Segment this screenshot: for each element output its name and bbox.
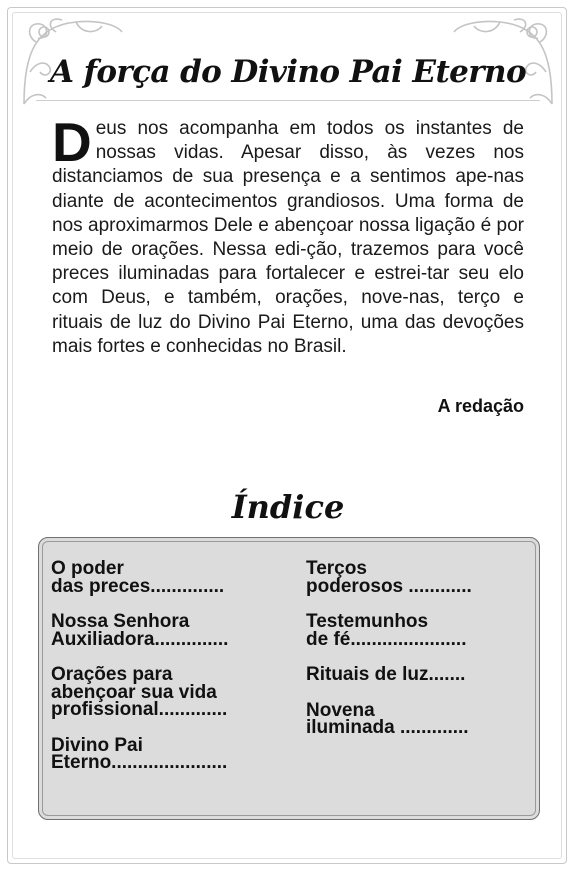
index-item-rituais-de-luz[interactable]: Rituais de luz.......	[306, 664, 466, 685]
index-item-testemunhos-de-fe[interactable]: Testemunhos de fé......................	[306, 611, 467, 650]
index-item-divino-pai-eterno[interactable]: Divino Pai Eterno......................	[51, 734, 228, 773]
page-title: A força do Divino Pai Eterno	[49, 54, 527, 90]
intro-paragraph	[52, 111, 524, 359]
index-heading: Índice	[231, 488, 345, 526]
signature: A redação	[437, 396, 524, 416]
index-item-poder-das-preces[interactable]: O poder das preces..............	[51, 558, 225, 597]
index-item-tercos-poderosos[interactable]: Terços poderosos ............	[306, 558, 472, 597]
drop-cap: D	[52, 111, 92, 173]
index-item-novena-iluminada[interactable]: Novena iluminada .............	[306, 699, 469, 738]
index-column-left	[51, 560, 251, 790]
index-column-right	[306, 560, 506, 755]
intro-text: eus nos acompanha em todos os instantes de nossas vidas. Apesar disso, às vezes nos distanciamos de sua presença e a sentimos ape-nas diante de acontecimentos grandiosos. Uma forma de nos aproximarmos Dele e abençoar nossa ligação é por meio de orações. Nessa edi-ção, trazemos para você preces iluminadas para fortalecer e estrei-tar seu elo com Deus, e também, orações, nove-nas, terço e rituais de luz do Divino Pai Eterno, uma das devoções mais fortes e conhecidas no Brasil.	[52, 118, 524, 357]
title-divider	[36, 100, 540, 101]
index-box	[38, 537, 540, 820]
index-item-oracoes-vida-profissional[interactable]: Orações para abençoar sua vida profissional.............	[51, 664, 228, 720]
index-item-nossa-senhora[interactable]: Nossa Senhora Auxiliadora..............	[51, 611, 229, 650]
